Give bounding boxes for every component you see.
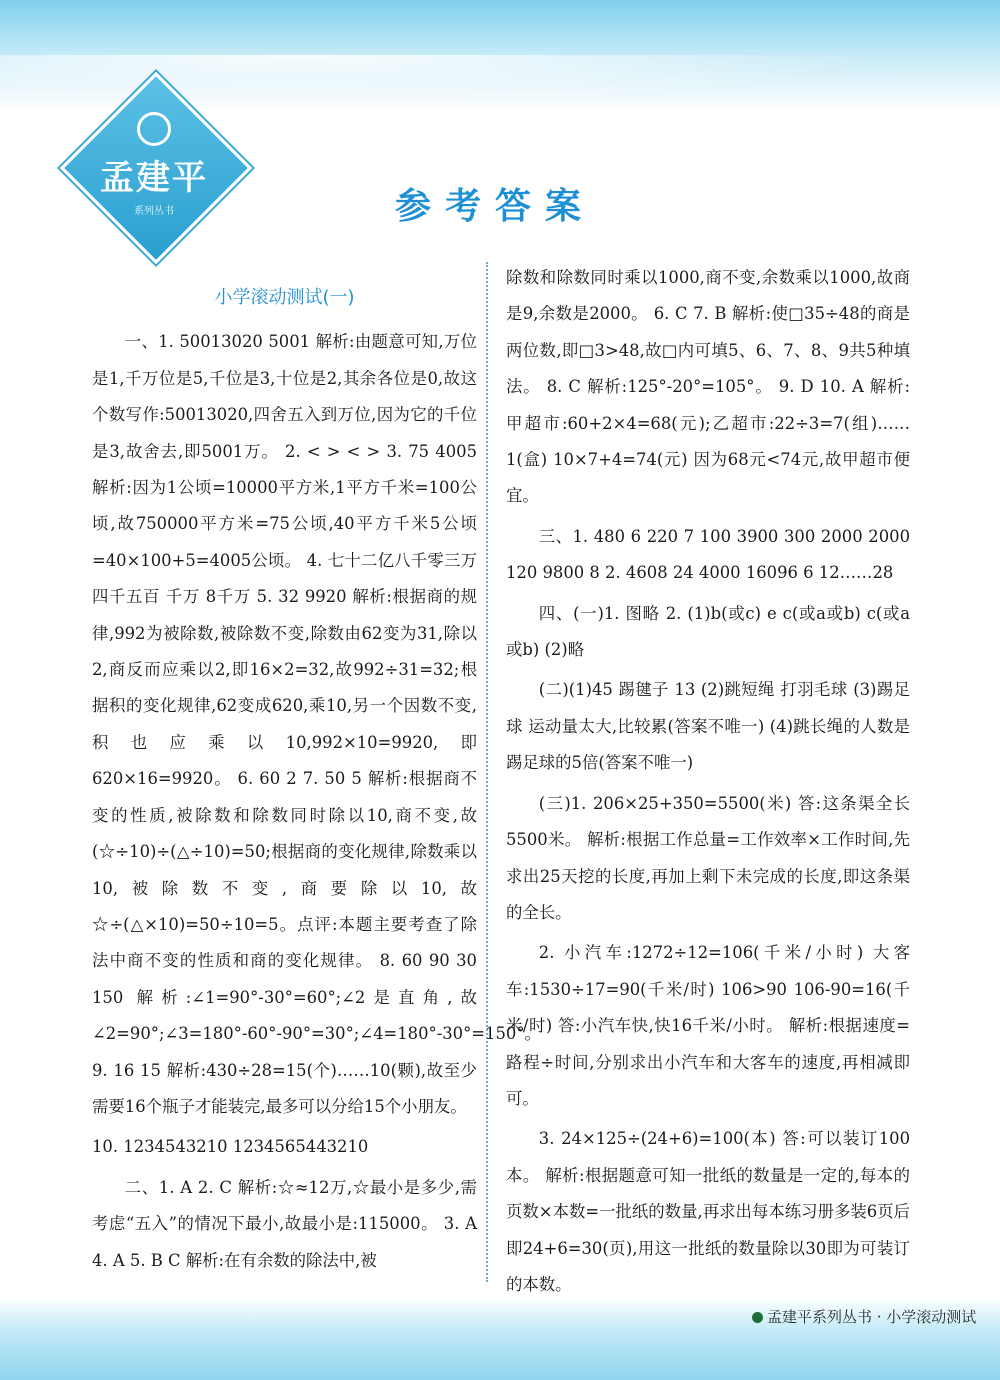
answer-paragraph: 除数和除数同时乘以1000,商不变,余数乘以1000,故商是9,余数是2000。 6. C 7. B 解析:使□35÷48的商是两位数,即□3>48,故□内可填5、6、7、8、9共5种填法。 8. C 解析:125°-20°=105°。 9. D 10. A 解析:甲超市:60+2×4=68(元);乙超市:22÷3=7(组)……1(盒) 10×7+4=74(元) 因为68元<74元,故甲超市便宜。 xyxy=(506,268,910,506)
answer-paragraph: (三)1. 206×25+350=5500(米) 答:这条渠全长5500米。 解析:根据工作总量=工作效率×工作时间,先求出25天挖的长度,再加上剩下未完成的长度,即这条渠的全长。 xyxy=(506,793,910,922)
logo-brand-text: 孟建平 xyxy=(100,158,208,198)
answer-paragraph: 10. 1234543210 1234565443210 xyxy=(92,1137,369,1157)
footer-text: 孟建平系列丛书 · 小学滚动测试 xyxy=(767,1308,977,1326)
logo-sub-text: 系列丛书 xyxy=(134,206,174,217)
answer-paragraph: 三、1. 480 6 220 7 100 3900 300 2000 2000 120 9800 8 2. 4608 24 4000 16096 6 12……28 xyxy=(506,526,910,583)
left-column xyxy=(92,280,541,1283)
page-title: 参考答案 xyxy=(395,186,596,227)
answer-paragraph: 3. 24×125÷(24+6)=100(本) 答:可以装订100本。 解析:根据题意可知一批纸的数量是一定的,每本的页数×本数=一批纸的数量,再求出每本练习册多装6页后即24+6=30(页),用这一批纸的数量除以30即为可装订的本数。 xyxy=(506,1129,910,1294)
bullet-icon xyxy=(752,1312,763,1323)
answer-paragraph: 四、(一)1. 图略 2. (1)b(或c) e c(或a或b) c(或a或b) (2)略 xyxy=(506,603,910,660)
section-title: 小学滚动测试(一) xyxy=(214,287,355,308)
answer-paragraph: 二、1. A 2. C 解析:☆≈12万,☆最小是多少,需考虑“五入”的情况下最小,故最小是:115000。 3. A 4. A 5. B C 解析:在有余数的除法中,被 xyxy=(92,1177,477,1270)
footer-series-label xyxy=(752,1306,976,1327)
logo-emblem-icon xyxy=(137,112,171,146)
answer-paragraph: 一、1. 50013020 5001 解析:由题意可知,万位是1,千万位是5,千位是3,十位是2,其余各位是0,故这个数写作:50013020,四舍五入到万位,因为它的千位是3,故舍去,即5001万。 2. < > < > 3. 75 4005 解析:因为1公顷=10000平方米,1平方千米=100公顷,故750000平方米=75公顷,40平方千米5公顷=40×100+5=4005公顷。 4. 七十二亿八千零三万四千五百 千万 8千万 5. 32 9920 解析:根据商的规律,992为被除数,被除数不变,除数由62变为31,除以2,商反而应乘以2,即16×2=32,故992÷31=32;根据积的变化规律,62变成620,乘10,另一个因数不变,积也应乘以10,992×10=9920,即620×16=9920。 6. 60 2 7. 50 5 解析:根据商不变的性质,被除数和除数同时除以10,商不变,故(☆÷10)÷(△÷10)=50;根据商的变化规律,除数乘以10,被除数不变,商要除以10,故☆÷(△×10)=50÷10=5。点评:本题主要考查了除法中商不变的性质和商的变化规律。 8. 60 90 30 150 解析:∠1=90°-30°=60°;∠2是直角,故∠2=90°;∠3=180°-60°-90°=30°;∠4=180°-30°=150°。 9. 16 15 解析:430÷28=15(个)……10(颗),故至少需要16个瓶子才能装完,最多可以分给15个小朋友。 xyxy=(92,332,541,1116)
answer-paragraph: (二)(1)45 踢毽子 13 (2)跳短绳 打羽毛球 (3)踢足球 运动量太大,比较累(答案不唯一) (4)跳长绳的人数是踢足球的5倍(答案不唯一) xyxy=(506,680,910,773)
right-column xyxy=(506,260,910,1307)
answer-paragraph: 2. 小汽车:1272÷12=106(千米/小时) 大客车:1530÷17=90(千米/时) 106>90 106-90=16(千米/时) 答:小汽车快,快16千米/小时。 解析:根据速度=路程÷时间,分别求出小汽车和大客车的速度,再相减即可。 xyxy=(506,943,910,1108)
column-divider xyxy=(486,262,488,1282)
